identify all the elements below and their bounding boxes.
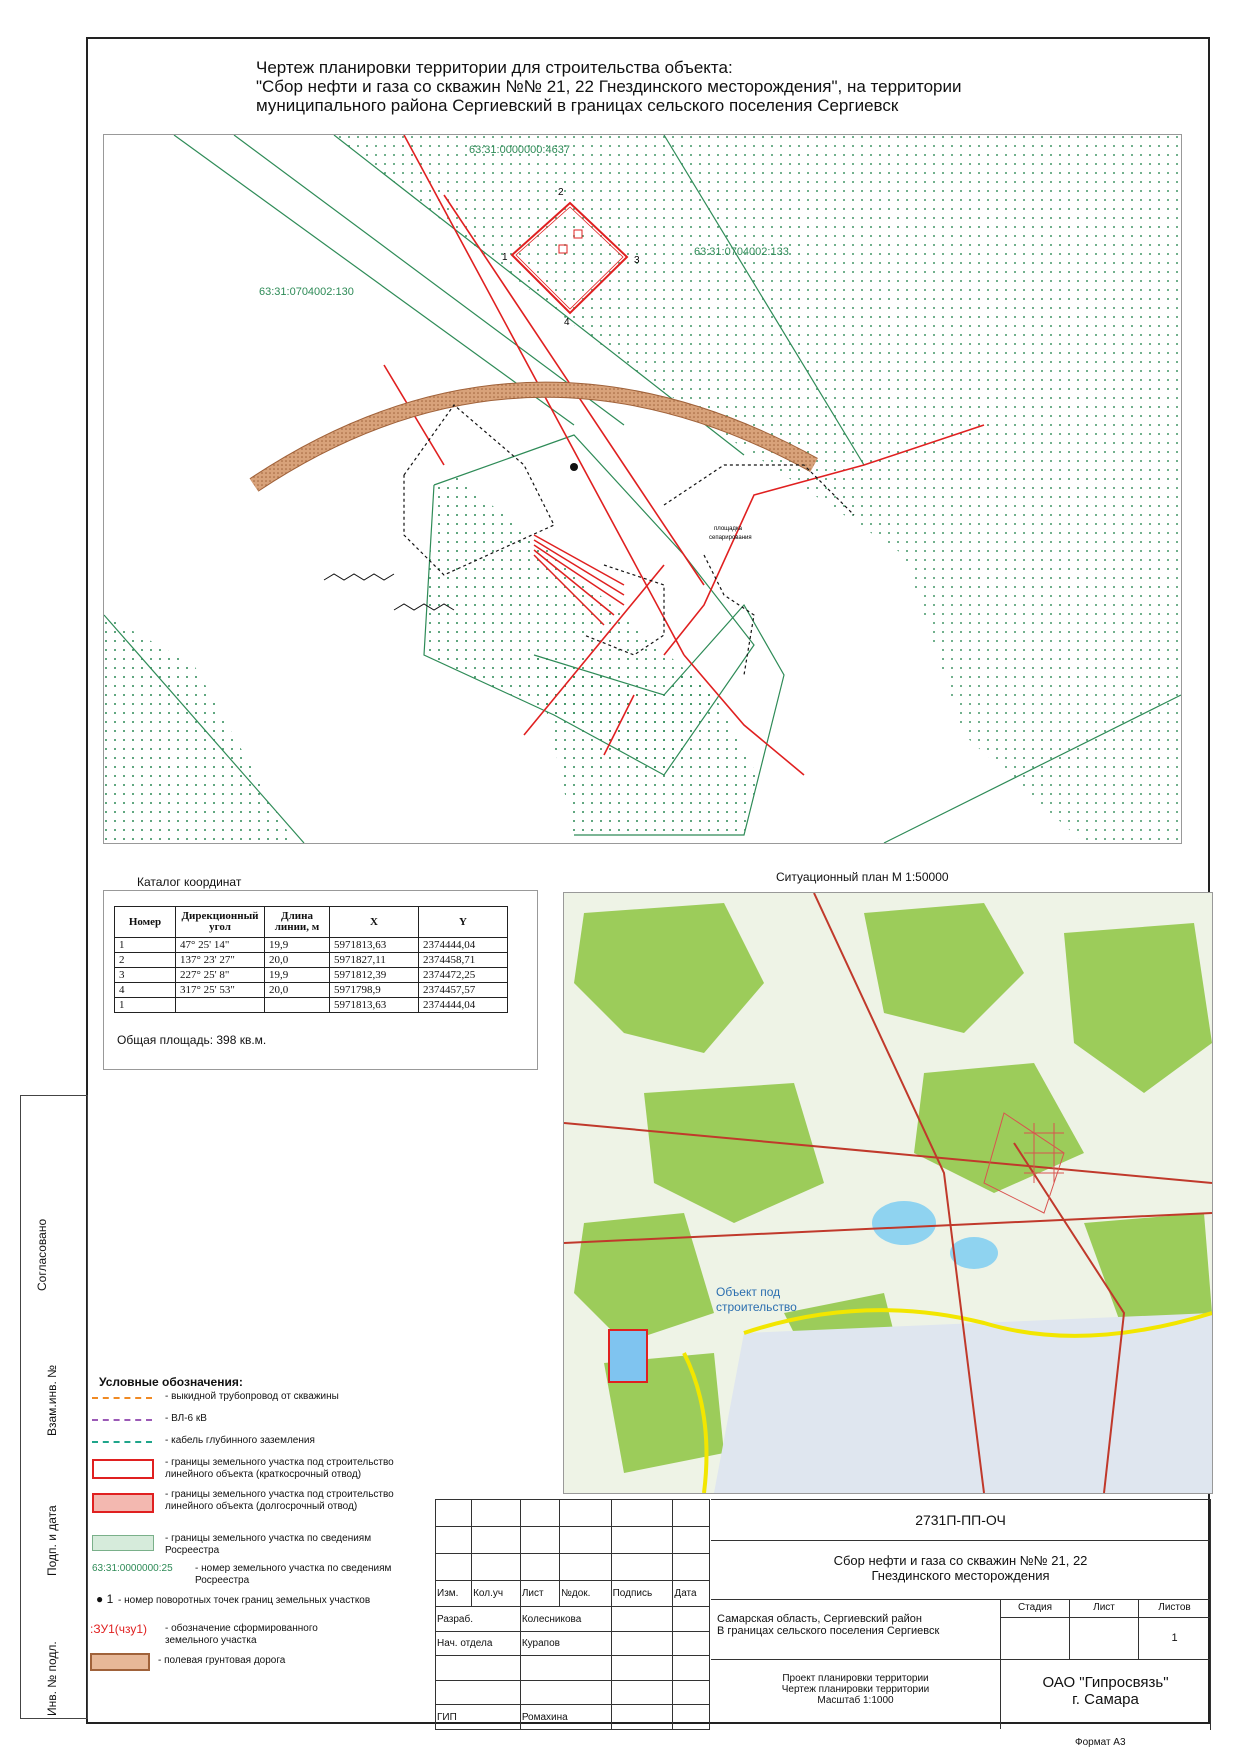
table-row: 1 47° 25' 14" 19,9 5971813,63 2374444,04 (115, 938, 508, 953)
col-y-header: Y (419, 907, 508, 938)
table-row: 1 5971813,63 2374444,04 (115, 998, 508, 1013)
legend-swatch-rosreestr (92, 1535, 154, 1551)
legend-title: Условные обозначения: (99, 1375, 243, 1389)
object-label-2: строительство (716, 1300, 797, 1314)
point-2-label: 2 (558, 187, 564, 198)
parcel-number-c: 63:31:0704002:130 (259, 286, 354, 298)
stage-block: Стадия Лист Листов 1 (1001, 1599, 1211, 1660)
table-row: 3 227° 25' 8" 19,9 5971812,39 2374472,25 (115, 968, 508, 983)
parcel-number-b: 63:31:0704002:133 (694, 246, 789, 258)
stamp-header-row: Изм. Кол.уч Лист №док. Подпись Дата (436, 1580, 710, 1607)
point-4-label: 4 (564, 317, 570, 328)
stamp-row: ГИП Ромахина (436, 1705, 710, 1730)
situation-map-svg (564, 893, 1212, 1493)
agreed-label: Согласовано (35, 1218, 49, 1291)
legend-sample-parcel: 63:31:0000000:25 (92, 1563, 173, 1574)
total-area: Общая площадь: 398 кв.м. (117, 1033, 267, 1047)
parcel-area-left (104, 615, 294, 843)
legend-swatch-long-term (92, 1493, 154, 1513)
catalog-label: Каталог координат (137, 875, 242, 889)
sheets-count: 1 (1171, 1632, 1178, 1644)
title-block (711, 1499, 1211, 1730)
col-x-header: X (330, 907, 419, 938)
col-number-header: Номер (115, 907, 176, 938)
point-1-label: 1 (502, 252, 508, 263)
podp-label: Подп. и дата (45, 1505, 59, 1576)
legend: - выкидной трубопровод от скважины - ВЛ-6 кВ - кабель глубинного заземления - границы земельного участка под строительство линейного объекта (краткосрочный отвод) - границы земельного участка под строительство линейного объекта (долгосрочный отвод) - границы земельного участка по сведениям Росреестра 63:31:0000000:25 - номер земельного участка по сведениям Росреестра ● 1 - номер поворотных точек границ земельных участков :ЗУ1(чзу1) - обозначение сформированного земельного участка - полевая грунтовая дорога (90, 1395, 435, 1725)
parcel-number-a: 63:31:0000000:4637 (469, 144, 570, 156)
situation-plan-label: Ситуационный план М 1:50000 (776, 870, 949, 884)
revision-block (435, 1499, 710, 1730)
point-3-label: 3 (634, 255, 640, 266)
document-name: Проект планировки территории Чертеж планировки территории Масштаб 1:1000 (711, 1659, 1001, 1729)
table-header-row (115, 907, 508, 938)
object-name: Сбор нефти и газа со скважин №№ 21, 22 Гнездинского месторождения (711, 1539, 1211, 1600)
drawing-title: Чертеж планировки территории для строительства объекта: "Сбор нефти и газа со скважин №№ 21, 22 Гнездинского месторождения", на территории муниципального района Сергиевский в границах сельского поселения Сергиевск (256, 58, 962, 115)
legend-swatch-short-term (92, 1459, 154, 1479)
legend-sample-zu: :ЗУ1(чзу1) (90, 1622, 148, 1636)
planning-map (103, 134, 1182, 844)
object-label-1: Объект под (716, 1285, 781, 1299)
coordinates-table (114, 906, 508, 1013)
situation-plan (563, 892, 1213, 1494)
legend-sample-point: ● 1 (96, 1592, 114, 1606)
vzam-label: Взам.инв. № (45, 1364, 59, 1436)
legend-swatch-road (90, 1653, 150, 1671)
plot-label-1: площадка (714, 526, 743, 532)
inv-label: Инв. № подл. (45, 1641, 59, 1716)
drawing-code: 2731П-ПП-ОЧ (711, 1499, 1211, 1541)
table-row: 2 137° 23' 27" 20,0 5971827,11 2374458,71 (115, 953, 508, 968)
col-angle-header: Дирекционный угол (176, 907, 265, 938)
table-row: 4 317° 25' 53" 20,0 5971798,9 2374457,57 (115, 983, 508, 998)
planning-map-svg (104, 135, 1181, 843)
side-stamp (20, 1095, 88, 1719)
location: Самарская область, Сергиевский район В границах сельского поселения Сергиевск (711, 1599, 1001, 1660)
organization: ОАО "Гипросвязь" г. Самара (1001, 1660, 1211, 1730)
legend-swatch-power-line (92, 1419, 152, 1421)
col-length-header: Длина линии, м (265, 907, 330, 938)
stamp-row: Нач. отдела Курапов (436, 1631, 710, 1656)
stamp-row: Разраб. Колесникова (436, 1607, 710, 1632)
format-label: Формат А3 (1075, 1737, 1126, 1748)
plot-label-2: сепарирования (709, 535, 752, 541)
legend-swatch-pipeline (92, 1397, 152, 1399)
legend-swatch-cable (92, 1441, 152, 1443)
